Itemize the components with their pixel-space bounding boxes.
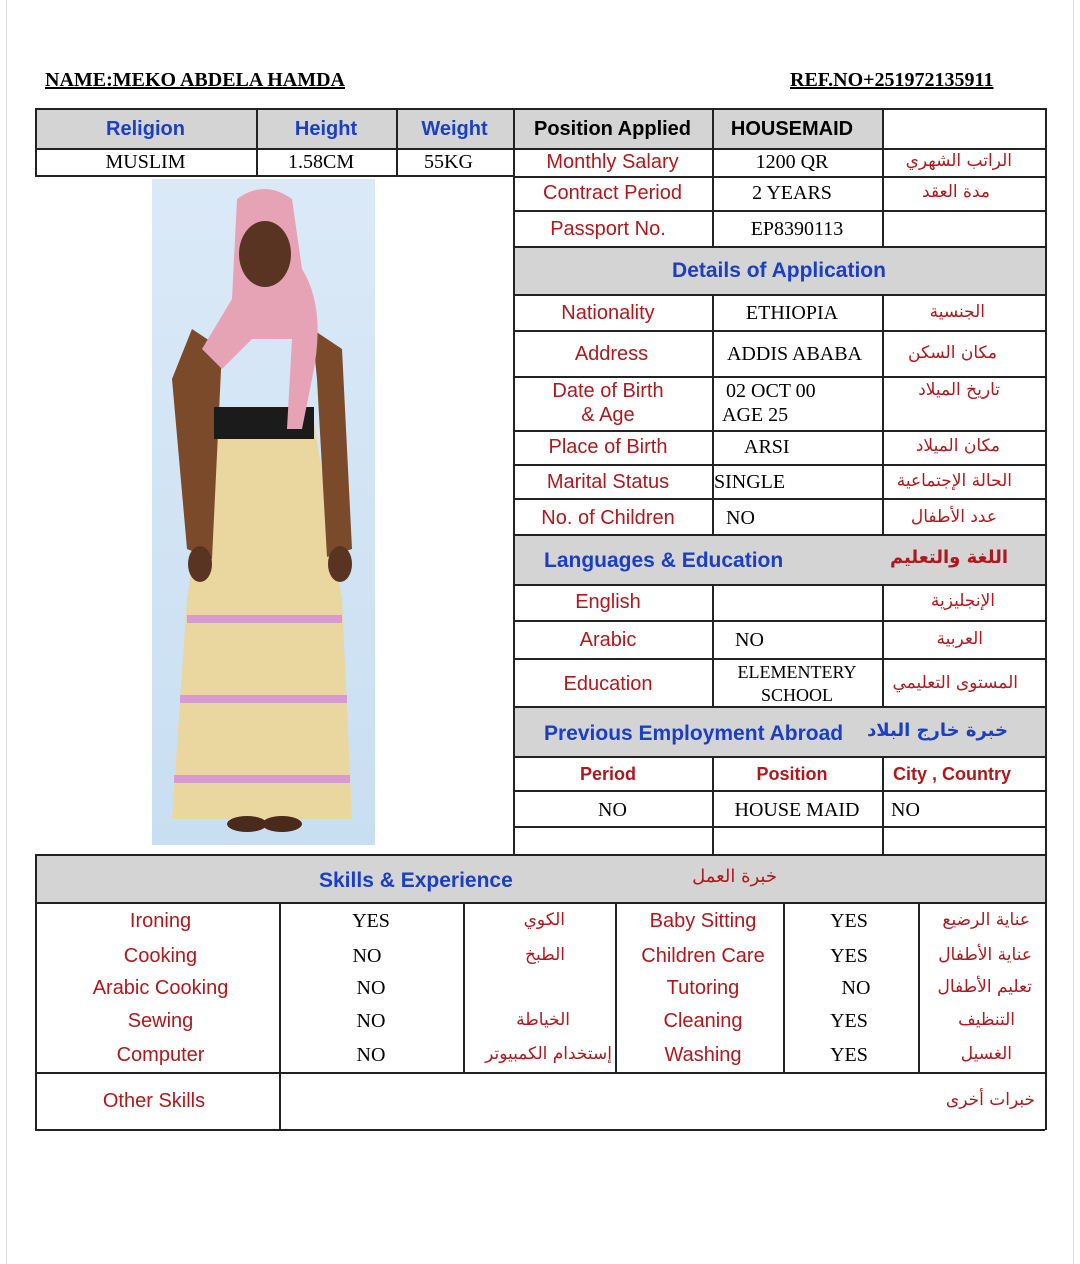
skill-computer-ar: إستخدام الكمبيوتر [485, 1044, 612, 1064]
skill-sewing-label: Sewing [127, 1010, 194, 1032]
skill-cooking-label: Cooking [123, 945, 198, 967]
nationality-ar: الجنسية [929, 302, 985, 322]
arabic-label: Arabic [579, 629, 637, 651]
city-label: City , Country [893, 764, 1012, 784]
education-value-2: SCHOOL [760, 685, 833, 705]
other-skills-label: Other Skills [102, 1090, 206, 1112]
employment-title-ar: خبرة خارج البلاد [867, 720, 1008, 741]
skill-children-care-value: YES [830, 945, 868, 967]
skill-tutoring-label: Tutoring [666, 977, 740, 999]
age-value: AGE 25 [722, 404, 789, 426]
age-label: & Age [581, 404, 635, 426]
dob-ar: تاريخ الميلاد [918, 380, 1000, 400]
nationality-value: ETHIOPIA [745, 302, 839, 324]
skill-baby-sitting-value: YES [830, 910, 868, 932]
religion-value: MUSLIM [105, 151, 186, 173]
children-ar: عدد الأطفال [910, 507, 997, 527]
salary-ar: الراتب الشهري [905, 151, 1012, 171]
contract-value: 2 YEARS [752, 182, 832, 204]
passport-value: EP8390113 [750, 218, 844, 240]
children-label: No. of Children [541, 507, 675, 529]
arabic-ar: العربية [936, 629, 983, 649]
marital-value: SINGLE [714, 471, 786, 493]
employment-title: Previous Employment Abroad [544, 722, 844, 745]
pob-ar: مكان الميلاد [915, 436, 1000, 456]
education-label: Education [563, 673, 653, 695]
city-value: NO [891, 799, 920, 821]
position-value: HOUSEMAID [730, 118, 854, 140]
english-ar: الإنجليزية [930, 591, 995, 611]
skill-children-care-label: Children Care [641, 945, 765, 967]
position-col-label: Position [756, 764, 828, 784]
skill-washing-value: YES [830, 1044, 868, 1066]
salary-value: 1200 QR [755, 151, 829, 173]
address-ar: مكان السكن [908, 343, 997, 363]
address-label: Address [574, 343, 649, 365]
contract-ar: مدة العقد [922, 182, 990, 202]
skill-cleaning-label: Cleaning [663, 1010, 743, 1032]
nationality-label: Nationality [561, 302, 655, 324]
skill-washing-label: Washing [664, 1044, 742, 1066]
skill-cooking-value: NO [352, 945, 382, 967]
person-photo-icon [152, 179, 375, 845]
skill-computer-value: NO [356, 1044, 386, 1066]
skill-ironing-value: YES [352, 910, 390, 932]
skill-sewing-value: NO [356, 1010, 386, 1032]
arabic-value: NO [735, 629, 764, 651]
children-value: NO [726, 507, 755, 529]
marital-label: Marital Status [546, 471, 670, 493]
skill-arabic-cooking-label: Arabic Cooking [92, 977, 229, 999]
height-value: 1.58CM [288, 151, 355, 173]
weight-value: 55KG [424, 151, 473, 173]
skill-sewing-ar: الخياطة [516, 1010, 570, 1030]
english-label: English [575, 591, 641, 613]
skill-tutoring-ar: تعليم الأطفال [937, 977, 1032, 997]
pob-value: ARSI [744, 436, 790, 458]
religion-label: Religion [106, 118, 185, 140]
pob-label: Place of Birth [548, 436, 668, 458]
other-skills-ar: خبرات أخرى [945, 1090, 1035, 1110]
period-value: NO [598, 799, 627, 821]
dob-value: 02 OCT 00 [726, 380, 816, 402]
skill-baby-sitting-ar: عناية الرضيع [942, 910, 1030, 930]
skill-tutoring-value: NO [841, 977, 871, 999]
skill-baby-sitting-label: Baby Sitting [649, 910, 757, 932]
skills-header-bg [35, 854, 1045, 902]
skill-cleaning-value: YES [830, 1010, 868, 1032]
skill-computer-label: Computer [116, 1044, 205, 1066]
contract-label: Contract Period [543, 182, 682, 204]
skill-children-care-ar: عناية الأطفال [938, 945, 1032, 965]
skill-cooking-ar: الطبخ [525, 945, 565, 965]
applicant-name: NAME:MEKO ABDELA HAMDA [45, 69, 345, 91]
emp-position-value: HOUSE MAID [734, 799, 860, 821]
dob-label: Date of Birth [552, 380, 664, 402]
skill-cleaning-ar: التنظيف [958, 1010, 1015, 1030]
marital-ar: الحالة الإجتماعية [896, 471, 1012, 491]
languages-title: Languages & Education [544, 549, 784, 572]
skill-ironing-label: Ironing [129, 910, 192, 932]
height-label: Height [294, 118, 358, 140]
period-label: Period [579, 764, 636, 784]
address-value: ADDIS ABABA [726, 343, 863, 365]
skills-title: Skills & Experience [319, 869, 513, 892]
languages-title-ar: اللغة والتعليم [889, 547, 1008, 568]
skill-ironing-ar: الكوي [523, 910, 565, 930]
weight-label: Weight [421, 118, 488, 140]
reference-number: REF.NO+251972135911 [790, 69, 994, 91]
skill-arabic-cooking-value: NO [356, 977, 386, 999]
position-label: Position Applied [533, 118, 692, 140]
skills-title-ar: خبرة العمل [692, 866, 777, 887]
salary-label: Monthly Salary [546, 151, 679, 173]
applicant-photo [152, 179, 375, 845]
passport-label: Passport No. [550, 218, 666, 240]
skill-washing-ar: الغسيل [960, 1044, 1012, 1064]
education-ar: المستوى التعليمي [892, 673, 1018, 693]
details-title: Details of Application [672, 259, 886, 282]
education-value-1: ELEMENTERY [737, 662, 857, 682]
